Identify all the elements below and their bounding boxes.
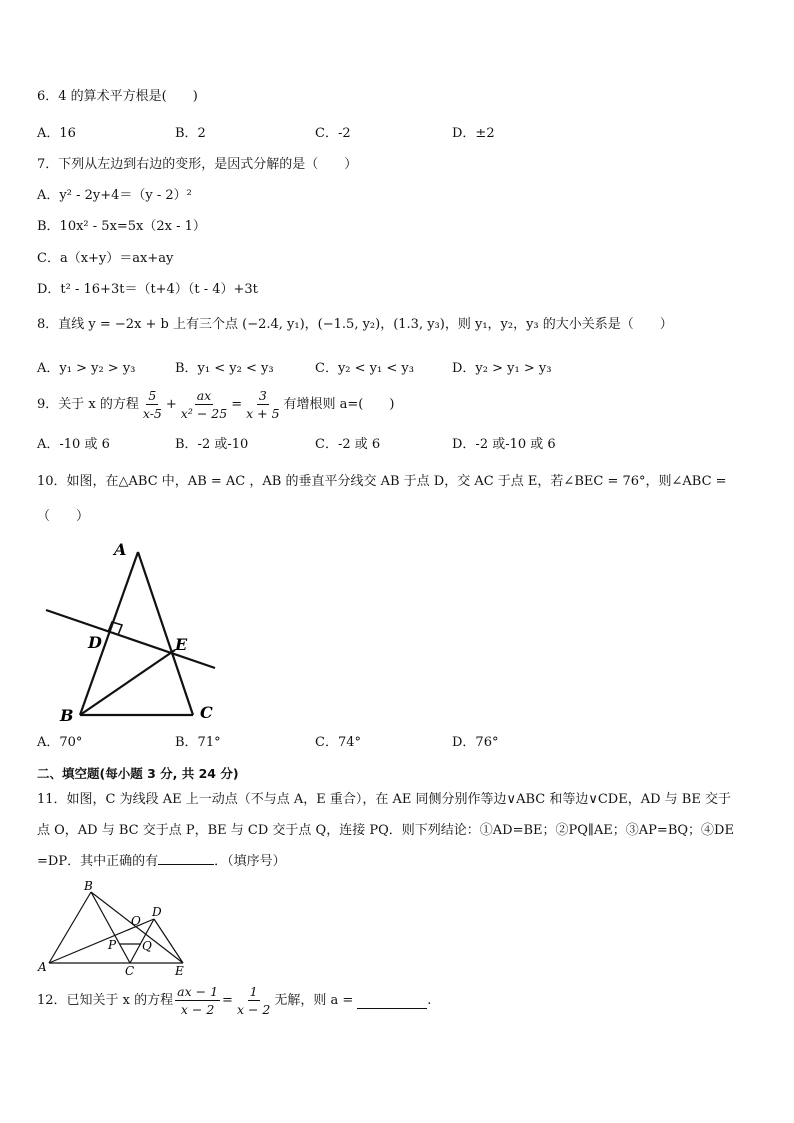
q9-option-a: A．-10 或 6	[37, 437, 110, 452]
q9-fraction-2: $\frac{ax}{\text{x² − 25}}$	[180, 388, 228, 421]
q10-option-c: C．74°	[315, 735, 361, 750]
q12-fraction-2: $\frac{1}{x - 2}$	[236, 984, 271, 1017]
q9-equals: =	[231, 396, 243, 412]
perpendicular-bisector	[46, 610, 215, 668]
q10-option-b: B．71°	[175, 735, 221, 750]
q11-answer-blank[interactable]	[158, 864, 214, 865]
q6-stem: 6．4 的算术平方根是( )	[37, 89, 198, 104]
q12-suffix-a: 无解，则 a =	[274, 992, 354, 1008]
q11-line-2: 点 O，AD 与 BC 交于点 P，BE 与 CD 交于点 Q，连接 PQ．则下列结论：①AD=BE；②PQ∥AE；③AP=BQ；④DE	[37, 823, 734, 838]
q6-option-d: D．±2	[452, 126, 495, 141]
label-d: D	[152, 905, 162, 919]
segment-be	[80, 650, 175, 715]
q12-prefix: 12．已知关于 x 的方程	[37, 992, 174, 1008]
label-e: E	[175, 964, 184, 978]
q11-line-3a: =DP．其中正确的有	[37, 854, 159, 869]
q12-stem	[37, 984, 431, 1017]
q11-line-3	[37, 853, 286, 871]
segment-de	[154, 919, 183, 963]
q9-fraction-3: $\frac{3}{x + 5}$	[246, 388, 280, 421]
q12-suffix-b: .	[427, 992, 432, 1008]
q10-triangle-figure	[40, 538, 230, 728]
label-b: B	[84, 879, 93, 893]
q9-fraction-1: $\frac{5}{x-5}$	[142, 388, 162, 421]
section-2-title: 二、填空题(每小题 3 分, 共 24 分)	[37, 766, 239, 781]
label-o: O	[131, 914, 141, 928]
q9-option-d: D．-2 或-10 或 6	[452, 437, 556, 452]
q9-prefix: 9．关于 x 的方程	[37, 396, 139, 412]
side-ac	[138, 552, 193, 715]
q10-stem-cont: （ ）	[37, 509, 90, 524]
label-c: C	[200, 703, 213, 722]
q7-stem: 7．下列从左边到右边的变形，是因式分解的是（ ）	[37, 157, 358, 172]
label-q: Q	[142, 939, 152, 953]
q9-stem	[37, 388, 394, 421]
q11-line-3b: ．（填序号）	[214, 854, 286, 869]
label-a: A	[114, 540, 127, 559]
q8-option-d: D．y₂ > y₁ > y₃	[452, 361, 552, 376]
q7-option-a: A．y² - 2y+4＝（y - 2）²	[37, 188, 192, 203]
label-a: A	[38, 960, 47, 974]
label-d: D	[88, 633, 102, 652]
q8-option-c: C．y₂ < y₁ < y₃	[315, 361, 414, 376]
q7-option-b: B．10x² - 5x=5x（2x - 1）	[37, 219, 206, 234]
label-b: B	[60, 706, 74, 725]
label-e: E	[175, 635, 188, 654]
q7-option-d: D．t² - 16+3t＝（t+4）（t - 4）+3t	[37, 282, 258, 297]
q9-option-c: C．-2 或 6	[315, 437, 381, 452]
q10-stem: 10．如图，在△ABC 中，AB = AC ，AB 的垂直平分线交 AB 于点 D，交 AC 于点 E，若∠BEC = 76°，则∠ABC =	[37, 474, 727, 489]
q12-equals: =	[222, 992, 233, 1008]
q11-triangles-figure	[35, 878, 195, 978]
q9-suffix: 有增根则 a=( )	[283, 396, 395, 412]
q10-option-d: D．76°	[452, 735, 499, 750]
q10-option-a: A．70°	[37, 735, 83, 750]
q11-line-1: 11．如图，C 为线段 AE 上一动点（不与点 A，E 重合），在 AE 同侧分别作等边∨ABC 和等边∨CDE，AD 与 BE 交于	[37, 792, 731, 807]
q6-option-c: C．-2	[315, 126, 351, 141]
q9-plus: +	[165, 396, 177, 412]
q9-option-b: B．-2 或-10	[175, 437, 249, 452]
label-p: P	[108, 938, 117, 952]
q8-stem: 8．直线 y = −2x + b 上有三个点 (−2.4, y₁)，(−1.5, y₂)，(1.3, y₃)，则 y₁，y₂，y₃ 的大小关系是（ ）	[37, 317, 673, 332]
q12-answer-blank[interactable]	[357, 992, 427, 1009]
q6-option-b: B．2	[175, 126, 206, 141]
label-c: C	[125, 964, 135, 978]
q7-option-c: C．a（x+y）＝ax+ay	[37, 251, 174, 266]
segment-bc	[91, 892, 130, 963]
segment-ab	[49, 892, 91, 963]
q6-option-a: A．16	[37, 126, 76, 141]
q8-option-a: A．y₁ > y₂ > y₃	[37, 361, 136, 376]
q12-fraction-1: $\frac{ax - 1}{x - 2}$	[177, 984, 219, 1017]
q8-option-b: B．y₁ < y₂ < y₃	[175, 361, 274, 376]
